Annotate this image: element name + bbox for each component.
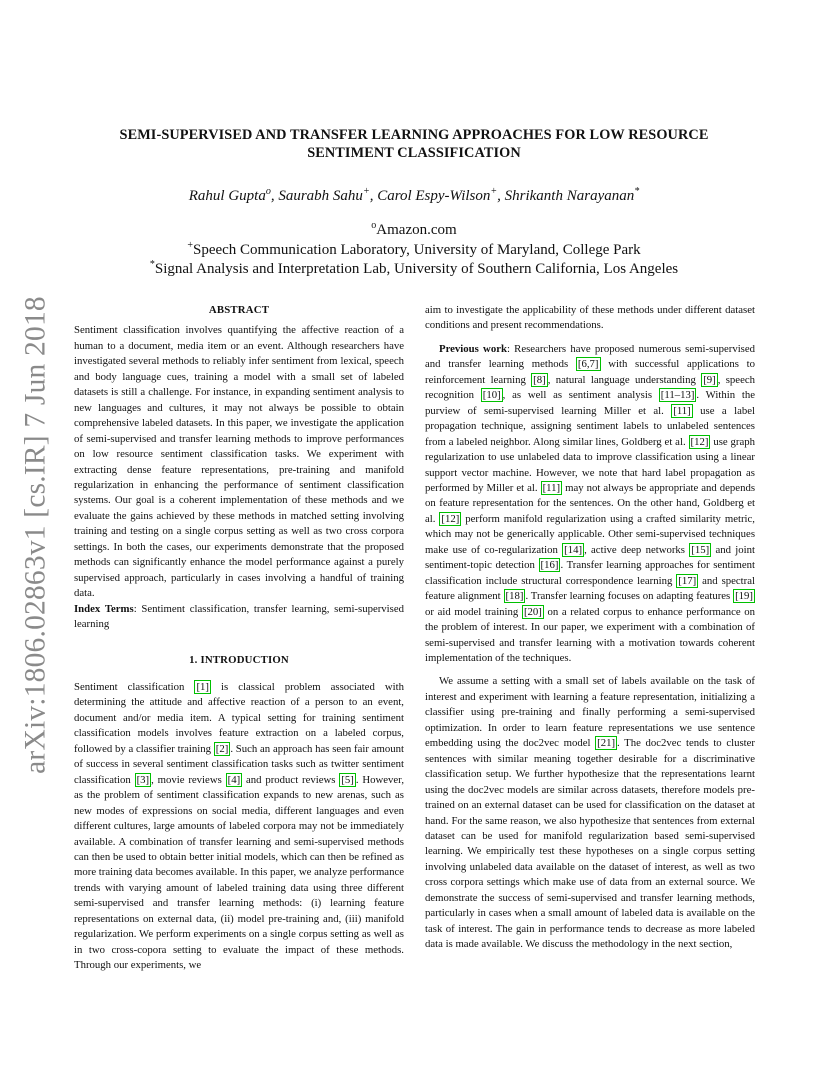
affiliation-list (70, 221, 758, 280)
citation-link[interactable]: [20] (523, 605, 542, 618)
citation-link[interactable]: [8] (533, 373, 546, 386)
citation-link[interactable]: [12] (690, 435, 709, 448)
citation-link[interactable]: [10] (482, 389, 501, 402)
right-column (425, 303, 755, 953)
title-line-1: SEMI-SUPERVISED AND TRANSFER LEARNING APPROACHES FOR LOW RESOURCE (119, 127, 709, 143)
author-separator: , (369, 188, 378, 204)
index-terms (74, 602, 404, 633)
affiliation-text: Speech Communication Laboratory, University of Maryland, College Park (192, 241, 641, 258)
paper-header (70, 126, 758, 280)
citation-link[interactable]: [11–13] (660, 389, 695, 402)
author-separator: , (270, 188, 279, 204)
author-mark: + (362, 186, 370, 197)
previous-work-paragraph (425, 342, 755, 667)
citation-link[interactable]: [15] (691, 543, 710, 556)
citation-link[interactable]: [21] (597, 737, 616, 750)
affiliation-mark: o (371, 220, 377, 231)
citation-link[interactable]: [12] (441, 512, 460, 525)
paper-title (70, 126, 758, 162)
citation-link[interactable]: [6,7] (577, 358, 599, 371)
author-name: Saurabh Sahu (278, 188, 363, 204)
citation-link[interactable]: [2] (215, 742, 229, 755)
index-terms-label: Index Terms (74, 602, 134, 615)
affiliation-mark: + (187, 239, 193, 251)
affiliation (70, 221, 758, 241)
citation-link[interactable]: [3] (136, 773, 150, 786)
author-name: Shrikanth Narayanan (504, 188, 635, 204)
citation-link[interactable]: [14] (564, 543, 583, 556)
previous-work-label: Previous work (439, 342, 507, 355)
affiliation (70, 241, 758, 261)
affiliation-text: Signal Analysis and Interpretation Lab, University of Southern California, Los Angeles (154, 261, 679, 277)
index-terms-text: : Sentiment classification, transfer learning, semi-supervised learning (74, 602, 404, 631)
citation-link[interactable]: [19] (735, 590, 753, 603)
author-mark: o (265, 186, 271, 197)
citation-link[interactable]: [16] (540, 559, 559, 572)
citation-link[interactable]: [11] (542, 481, 561, 494)
citation-link[interactable]: [1] (196, 680, 209, 693)
abstract-heading: ABSTRACT (208, 304, 270, 316)
author-list (70, 188, 758, 205)
setting-paragraph: We assume a setting with a small set of labels available on the task of interest and experiment with learning a feature representation, initializing a classifier using pre-training and finally performing a semi-supervised optimization. In order to learn feature representations we use sentence embedding using the doc2vec model [21] . The doc2vec tends to cluster sentences with similar meaning together desirable for a discriminative classification setup. We further hypothesize that the representations learnt using the doc2vec models are similar across datasets, therefore models pre-trained on an external dataset can be used for classification on the dataset at hand. For the same reason, we also hypothesize that sentences from external dataset can be used for manifold regularization based semi-supervised learning. We empirically test these hypotheses on a single corpus setting involving unlabeled data available on the dataset of interest, as well as two cross corpora settings which make use of data from an external source. We demonstrate the success of semi-supervised and transfer learning methods, particularly in cases when a small amount of labeled data is available on the task of interest. The gain in performance tends to decrease as more labeled data is made available. We discuss the methodology in the next section, (425, 675, 755, 951)
citation-link[interactable]: [18] (505, 590, 524, 603)
previous-work-text: : Researchers have proposed numerous semi-supervised and transfer learning methods [6,7] with successful applications to reinforcement learning [8] , natural language understanding [9] , speech recognition [10] , as well as sentiment analysis [11–13] . Within the purview of semi-supervised learning Miller et al. [11] use a label propagation technique, assigning sentiment labels to unlabeled sentences from a labeled neighbor. Along similar lines, Goldberg et al. [12] use graph regularization to use unlabeled data to improve classification using a linear support vector machine. However, we note that hard label propagation as performed by Miller et al. [11] may not always be appropriate and depends on feature representation for the sentences. On the other hand, Goldberg et al. [12] perform manifold regularization using a crafted similarity metric, which may not be generically applicable. Other semi-supervised techniques make use of co-regularization [14] , active deep networks [15] and joint sentiment-topic detection [16] . Transfer learning approaches for sentiment classification include structural correspondence learning [17] and spectral feature alignment [18] . Transfer learning focuses on adapting features [19] or aid model training [20] on a related corpus to enhance performance on the problem of interest. In our paper, we experiment with a combination of semi-supervised and transfer learning with a motivation towards coherent implementation of the techniques. (425, 342, 756, 664)
author-separator: , (497, 188, 505, 204)
abstract-body: Sentiment classification involves quantifying the affective reaction of a human to a document, media item or an event. Although researchers have investigated several methods to reliably infer sentiment from lexical, speech and body language cues, training a model with a small set of labeled datasets is still a challenge. For instance, in expanding sentiment analysis to new languages and cultures, it may not always be possible to obtain comprehensive labeled datasets. In this paper, we investigate the application of semi-supervised and transfer learning methods to improve performances on low resource sentiment classification tasks. We experiment with extracting dense feature representations, pre-training and manifold regularization in enhancing the performance of sentiment classification systems. Our goal is a coherent implementation of these methods and we evaluate the gains achieved by these methods in matched setting involving training and testing on a single corpus setting as well as two cross corpora settings. In both the cases, our experiments demonstrate that the proposed methods can significantly enhance the model performance against a purely supervised approach, particularly in cases involving a handful of training data. (74, 324, 404, 600)
arxiv-stamp-text: arXiv:1806.02863v1 [cs.IR] 7 Jun 2018 (19, 296, 52, 774)
citation-link[interactable]: [4] (227, 773, 241, 786)
left-column (74, 303, 404, 974)
citation-link[interactable]: [5] (341, 773, 354, 786)
citation-link[interactable]: [9] (703, 373, 716, 386)
arxiv-identifier-stamp (8, 296, 64, 774)
continued-paragraph: aim to investigate the applicability of these methods under different dataset conditions and present recommendations. (425, 304, 755, 332)
citation-link[interactable]: [17] (678, 574, 697, 587)
affiliation-text: Amazon.com (376, 222, 457, 238)
introduction-paragraph: Sentiment classification [1] is classical problem associated with determining the attitude and affective reaction of a person to an event, document and/or media item. A typical setting for training sentiment classification models involves feature extraction on a labeled corpus, followed by a classifier training [2] . Such an approach has seen fair amount of success in several sentiment classification tasks such as twitter sentiment classification [3] , movie reviews [4] and product reviews [5] . However, as the problem of sentiment classification expands to new arenas, such as new modes of expressions on social media, different languages and even different cultures, large amounts of labeled corpora may not be immediately available. A combination of transfer learning and semi-supervised methods can then be used to obtain better initial models, which can then be refined as more training data becomes available. In this paper, we analyze performance trends with varying amount of labeled training data using three different semi-supervised and transfer learning methods: (i) learning feature representations on external data, (ii) model pre-training and, (iii) manifold regularization. We perform experiments on a single corpus setting as well as in two cross-copora setting to evaluate the impact of these methods. Through our experiments, we (74, 680, 405, 972)
affiliation-mark: * (149, 259, 155, 270)
author-name: Rahul Gupta (188, 188, 266, 204)
author-name: Carol Espy-Wilson (377, 188, 491, 204)
title-line-2: SENTIMENT CLASSIFICATION (307, 145, 521, 161)
citation-link[interactable]: [11] (673, 404, 691, 417)
author-mark: + (490, 186, 498, 197)
affiliation (70, 260, 758, 280)
introduction-heading: 1. INTRODUCTION (189, 653, 289, 666)
author-mark: * (634, 186, 640, 197)
